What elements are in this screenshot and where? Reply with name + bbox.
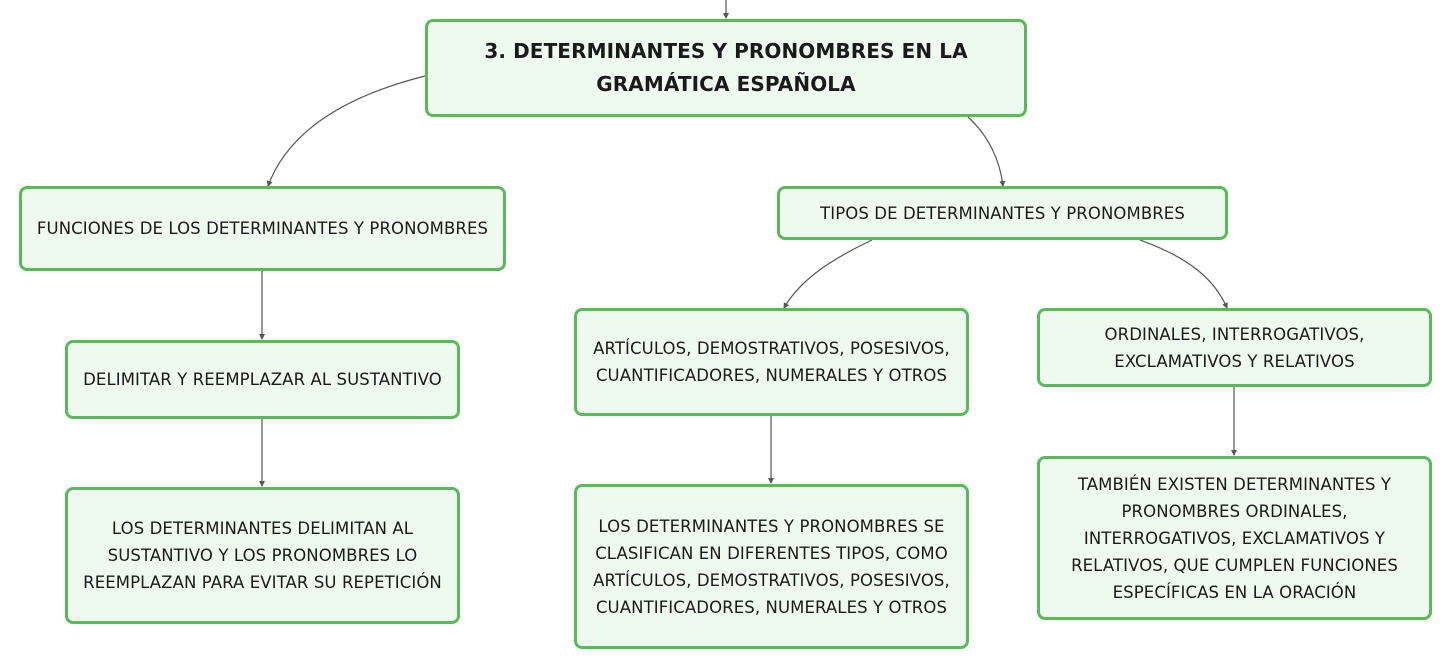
edge-root-to-tipos: [968, 117, 1003, 186]
funciones-node[interactable]: [19, 186, 506, 271]
edge-tipos-to-ordinales: [1140, 240, 1227, 308]
desc-tipos-node[interactable]: [574, 484, 969, 649]
delimitar-label: DELIMITAR Y REEMPLAZAR AL SUSTANTIVO: [83, 370, 442, 389]
ordinales-label: ORDINALES, INTERROGATIVOS, EXCLAMATIVOS Y RELATIVOS: [1104, 324, 1365, 371]
desc-ordinales-node[interactable]: [1037, 456, 1432, 620]
root-topic-label: 3. DETERMINANTES Y PRONOMBRES EN LA GRAMÁTICA ESPAÑOLA: [484, 39, 968, 96]
funciones-label: FUNCIONES DE LOS DETERMINANTES Y PRONOMBRES: [36, 219, 489, 238]
root-topic-node[interactable]: [425, 19, 1027, 117]
desc-funciones-node[interactable]: [65, 487, 460, 624]
edge-root-to-funciones: [268, 76, 425, 186]
desc-funciones-label: LOS DETERMINANTES DELIMITAN AL SUSTANTIVO Y LOS PRONOMBRES LO REEMPLAZAN PARA EVITAR SU REPETICIÓN: [83, 519, 442, 592]
ordinales-node[interactable]: [1037, 308, 1432, 387]
tipos-label: TIPOS DE DETERMINANTES Y PRONOMBRES: [820, 203, 1185, 223]
articulos-node[interactable]: [574, 308, 969, 416]
delimitar-node[interactable]: [65, 340, 460, 419]
articulos-label: ARTÍCULOS, DEMOSTRATIVOS, POSESIVOS, CUANTIFICADORES, NUMERALES Y OTROS: [593, 339, 950, 385]
edge-tipos-to-articulos: [784, 240, 872, 308]
tipos-node[interactable]: [777, 186, 1228, 240]
desc-ordinales-label: TAMBIÉN EXISTEN DETERMINANTES Y PRONOMBRES ORDINALES, INTERROGATIVOS, EXCLAMATIVOS Y RELATIVOS, QUE CUMPLEN FUNCIONES ESPECÍFICAS EN LA ORACIÓN: [1071, 474, 1398, 602]
desc-tipos-label: LOS DETERMINANTES Y PRONOMBRES SE CLASIFICAN EN DIFERENTES TIPOS, COMO ARTÍCULOS, DEMOSTRATIVOS, POSESIVOS, CUANTIFICADORES, NUMERALES Y OTROS: [593, 516, 950, 617]
